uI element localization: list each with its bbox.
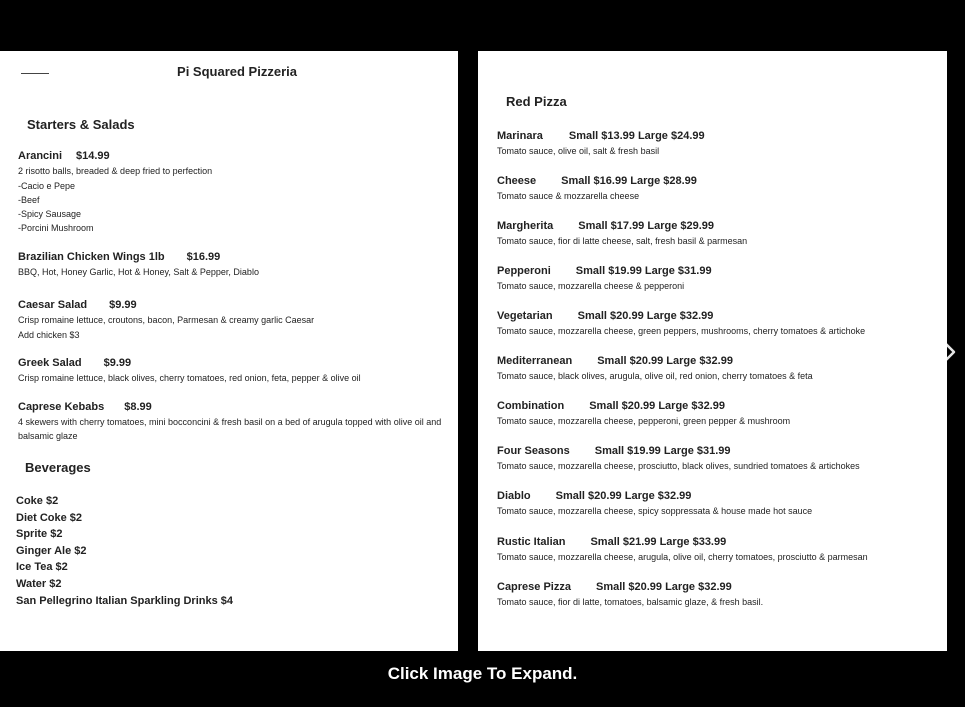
pizza-description: Tomato sauce, fior di latte, tomatoes, balsamic glaze, & fresh basil. bbox=[497, 597, 764, 607]
beverage-item: San Pellegrino Italian Sparkling Drinks $4 bbox=[16, 594, 234, 607]
item-option: -Beef bbox=[18, 194, 40, 205]
item-price: $9.99 bbox=[103, 357, 132, 369]
pizza-item bbox=[497, 129, 937, 157]
pizza-prices: Small $19.99 Large $31.99 bbox=[575, 265, 712, 277]
beverage-item: Ginger Ale $2 bbox=[16, 544, 87, 557]
item-price: $16.99 bbox=[186, 251, 221, 263]
menu-item bbox=[18, 149, 448, 235]
item-description: 4 skewers with cherry tomatoes, mini bocconcini & fresh basil on a bed of arugula topped with olive oil and balsamic glaze bbox=[18, 417, 442, 441]
pizza-name: Diablo bbox=[497, 490, 531, 502]
beverage-item: Coke $2 bbox=[16, 495, 59, 507]
pizza-prices: Small $16.99 Large $28.99 bbox=[561, 175, 697, 187]
pizza-name: Rustic Italian bbox=[497, 536, 566, 548]
chevron-right-icon[interactable] bbox=[934, 334, 958, 370]
beverages-title: Beverages bbox=[25, 460, 91, 475]
beverage-item: Diet Coke $2 bbox=[16, 511, 83, 524]
pizza-name: Caprese Pizza bbox=[497, 581, 571, 593]
pizza-name: Four Seasons bbox=[497, 445, 570, 457]
menu-item bbox=[18, 400, 446, 443]
red-pizza-title: Red Pizza bbox=[506, 94, 567, 109]
item-description: Crisp romaine lettuce, black olives, cherry tomatoes, red onion, feta, pepper & olive oil bbox=[18, 373, 361, 383]
item-name: Caesar Salad bbox=[18, 299, 88, 311]
beverage-item: Sprite $2 bbox=[16, 528, 63, 541]
beverage-item: Water $2 bbox=[16, 577, 62, 590]
pizza-prices: Small $20.99 Large $32.99 bbox=[555, 490, 692, 502]
pizza-description: Tomato sauce, mozzarella cheese, arugula, olive oil, cherry tomatoes, prosciutto & parmesan bbox=[497, 552, 868, 562]
pizza-name: Combination bbox=[497, 400, 565, 412]
pizza-item bbox=[497, 580, 937, 608]
menu-image-right[interactable] bbox=[478, 51, 947, 651]
pizza-prices: Small $20.99 Large $32.99 bbox=[597, 355, 733, 367]
pizza-item bbox=[497, 309, 937, 337]
pizza-description: Tomato sauce, mozzarella cheese, prosciutto, black olives, sundried tomatoes & artichokes bbox=[497, 461, 860, 471]
pizza-item bbox=[497, 399, 937, 427]
item-name: Caprese Kebabs bbox=[18, 401, 105, 413]
item-description: 2 risotto balls, breaded & deep fried to perfection bbox=[18, 166, 213, 176]
pizza-item bbox=[497, 264, 937, 292]
restaurant-name: Pi Squared Pizzeria bbox=[177, 64, 297, 79]
pizza-prices: Small $20.99 Large $32.99 bbox=[589, 400, 725, 412]
pizza-prices: Small $21.99 Large $33.99 bbox=[590, 536, 727, 548]
item-option: -Spicy Sausage bbox=[18, 208, 82, 219]
expand-caption[interactable]: Click Image To Expand. bbox=[387, 664, 578, 683]
pizza-description: Tomato sauce, olive oil, salt & fresh basil bbox=[497, 146, 660, 156]
pizza-item bbox=[497, 219, 937, 247]
menu-item bbox=[18, 356, 448, 386]
pizza-name: Marinara bbox=[497, 130, 543, 142]
item-price: $14.99 bbox=[76, 150, 110, 162]
pizza-name: Mediterranean bbox=[497, 355, 573, 367]
pizza-item bbox=[497, 444, 937, 472]
pizza-name: Cheese bbox=[497, 175, 537, 187]
pizza-description: Tomato sauce & mozzarella cheese bbox=[497, 191, 640, 201]
starters-title: Starters & Salads bbox=[27, 117, 135, 132]
pizza-prices: Small $17.99 Large $29.99 bbox=[578, 220, 715, 232]
pizza-item bbox=[497, 535, 937, 563]
item-name: Brazilian Chicken Wings 1lb bbox=[18, 251, 165, 263]
item-description: Crisp romaine lettuce, croutons, bacon, Parmesan & creamy garlic Caesar bbox=[18, 315, 315, 325]
pizza-name: Pepperoni bbox=[497, 265, 551, 277]
menu-item bbox=[18, 298, 448, 342]
item-option: -Porcini Mushroom bbox=[18, 222, 94, 233]
pizza-item bbox=[497, 174, 937, 202]
item-name: Arancini bbox=[18, 150, 63, 162]
pizza-description: Tomato sauce, mozzarella cheese, spicy soppressata & house made hot sauce bbox=[497, 506, 813, 516]
menu-item bbox=[18, 250, 448, 280]
pizza-item bbox=[497, 489, 937, 517]
beverage-item: Ice Tea $2 bbox=[16, 561, 68, 574]
pizza-description: Tomato sauce, fior di latte cheese, salt, fresh basil & parmesan bbox=[497, 236, 748, 246]
item-name: Greek Salad bbox=[18, 357, 82, 369]
item-price: $9.99 bbox=[109, 299, 137, 311]
pizza-prices: Small $13.99 Large $24.99 bbox=[568, 130, 705, 142]
item-price: $8.99 bbox=[124, 401, 152, 413]
pizza-prices: Small $20.99 Large $32.99 bbox=[595, 581, 732, 593]
item-description: BBQ, Hot, Honey Garlic, Hot & Honey, Salt & Pepper, Diablo bbox=[18, 267, 259, 277]
item-option: Add chicken $3 bbox=[18, 329, 80, 340]
pizza-item bbox=[497, 354, 937, 382]
pizza-description: Tomato sauce, mozzarella cheese & pepperoni bbox=[497, 281, 685, 291]
pizza-name: Vegetarian bbox=[497, 310, 553, 322]
pizza-prices: Small $20.99 Large $32.99 bbox=[577, 310, 714, 322]
beverages-list bbox=[16, 493, 233, 609]
pizza-description: Tomato sauce, mozzarella cheese, pepperoni, green pepper & mushroom bbox=[497, 416, 791, 426]
pizza-description: Tomato sauce, black olives, arugula, olive oil, red onion, cherry tomatoes & feta bbox=[497, 371, 813, 381]
item-option: -Cacio e Pepe bbox=[18, 180, 76, 191]
pizza-name: Margherita bbox=[497, 220, 554, 232]
pizza-description: Tomato sauce, mozzarella cheese, green peppers, mushrooms, cherry tomatoes & artichoke bbox=[497, 326, 866, 336]
menu-image-left[interactable] bbox=[0, 51, 458, 651]
pizza-prices: Small $19.99 Large $31.99 bbox=[594, 445, 731, 457]
